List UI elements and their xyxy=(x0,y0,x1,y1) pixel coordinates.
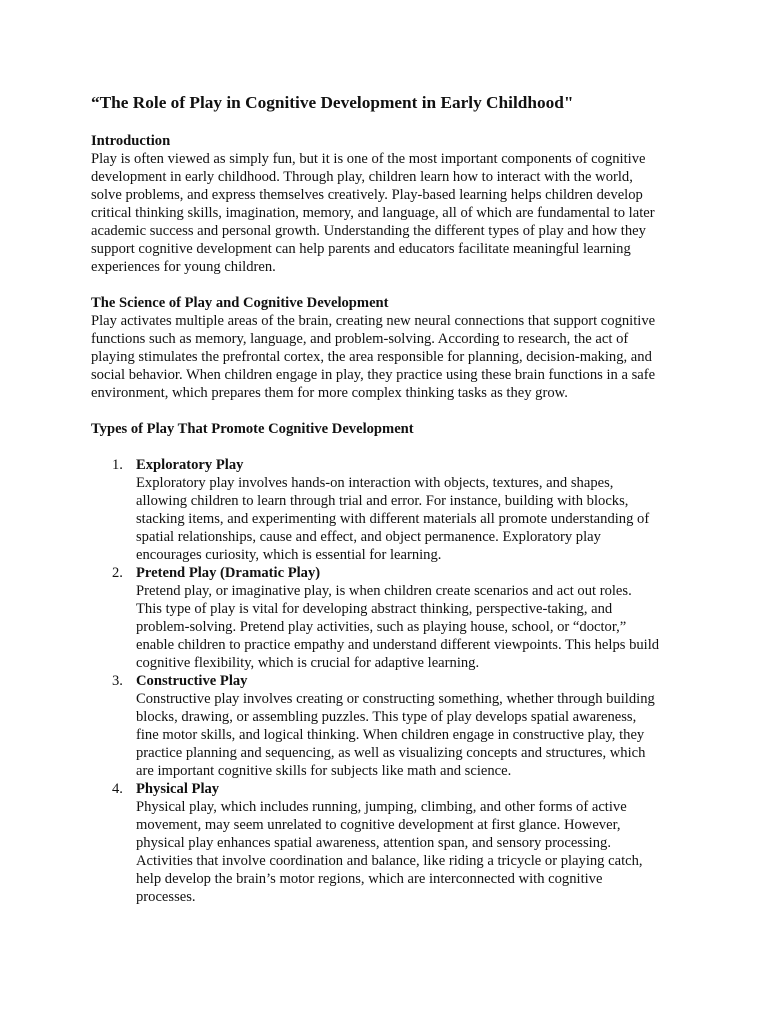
list-item-line: enable children to practice empathy and understand different viewpoints. This helps build xyxy=(136,637,660,653)
list-number: 4. xyxy=(112,781,123,797)
paragraph-line: environment, which prepares them for more complex thinking tasks as they grow. xyxy=(91,385,568,401)
list-item-line: Constructive play involves creating or constructing something, whether through building xyxy=(136,691,655,707)
spacer xyxy=(91,402,683,420)
list-item-line: spatial relationships, cause and effect, and object permanence. Exploratory play xyxy=(136,529,601,545)
list-item-line: movement, may seem unrelated to cognitive development at first glance. However, xyxy=(136,817,621,833)
paragraph-line: playing stimulates the prefrontal cortex, the area responsible for planning, decision-making, and xyxy=(91,349,652,365)
spacer xyxy=(91,276,683,294)
section-heading: Introduction xyxy=(91,133,171,149)
list-item-line: encourages curiosity, which is essential for learning. xyxy=(136,547,442,563)
paragraph-line: social behavior. When children engage in play, they practice using these brain functions in a safe xyxy=(91,367,656,383)
list-item-line: allowing children to learn through trial and error. For instance, building with blocks, xyxy=(136,493,629,509)
paragraph-line: Play activates multiple areas of the brain, creating new neural connections that support cognitive xyxy=(91,313,656,329)
list-item-title: Exploratory Play xyxy=(136,457,244,473)
list-item-line: blocks, drawing, or assembling puzzles. This type of play develops spatial awareness, xyxy=(136,709,637,725)
list-item xyxy=(91,780,683,906)
list-item-line: Physical play, which includes running, jumping, climbing, and other forms of active xyxy=(136,799,627,815)
section-types-of-play xyxy=(91,420,683,438)
document-title: “The Role of Play in Cognitive Development in Early Childhood" xyxy=(91,93,574,112)
list-number: 3. xyxy=(112,673,123,689)
list-item-line: practice planning and sequencing, as well as visualizing concepts and structures, which xyxy=(136,745,646,761)
list-item-line: Pretend play, or imaginative play, is when children create scenarios and act out roles. xyxy=(136,583,632,599)
paragraph-line: experiences for young children. xyxy=(91,259,276,275)
paragraph-line: Play is often viewed as simply fun, but it is one of the most important components of cognitive xyxy=(91,151,646,167)
list-item-line: help develop the brain’s motor regions, which are interconnected with cognitive xyxy=(136,871,603,887)
list-item-line: are important cognitive skills for subjects like math and science. xyxy=(136,763,512,779)
list-item-line: physical play enhances spatial awareness, attention span, and sensory processing. xyxy=(136,835,611,851)
play-types-list xyxy=(91,456,683,906)
list-number: 2. xyxy=(112,565,123,581)
list-item-line: fine motor skills, and logical thinking. When children engage in constructive play, they xyxy=(136,727,645,743)
list-item-line: cognitive flexibility, which is crucial for adaptive learning. xyxy=(136,655,480,671)
paragraph-line: functions such as memory, language, and problem-solving. According to research, the act of xyxy=(91,331,629,347)
section-heading: Types of Play That Promote Cognitive Development xyxy=(91,421,414,437)
paragraph-line: critical thinking skills, imagination, memory, and language, all of which are fundamental to later xyxy=(91,205,655,221)
list-item-title: Pretend Play (Dramatic Play) xyxy=(136,565,321,581)
paragraph-line: support cognitive development can help parents and educators facilitate meaningful learning xyxy=(91,241,631,257)
paragraph-line: solve problems, and express themselves creatively. Play-based learning helps children develop xyxy=(91,187,643,203)
paragraph-line: academic success and personal growth. Understanding the different types of play and how they xyxy=(91,223,646,239)
list-item-line: This type of play is vital for developing abstract thinking, perspective-taking, and xyxy=(136,601,613,617)
list-item-line: processes. xyxy=(136,889,196,905)
section-heading: The Science of Play and Cognitive Development xyxy=(91,295,389,311)
list-item-line: Exploratory play involves hands-on interaction with objects, textures, and shapes, xyxy=(136,475,614,491)
list-item xyxy=(91,672,683,780)
list-number: 1. xyxy=(112,457,123,473)
list-item-line: Activities that involve coordination and balance, like riding a tricycle or playing catch, xyxy=(136,853,643,869)
list-item-line: stacking items, and experimenting with different materials all promote understanding of xyxy=(136,511,650,527)
list-item xyxy=(91,564,683,672)
section-introduction xyxy=(91,132,683,276)
section-science xyxy=(91,294,683,402)
list-item-line: problem-solving. Pretend play activities, such as playing house, school, or “doctor,” xyxy=(136,619,627,635)
list-item xyxy=(91,456,683,564)
spacer xyxy=(91,438,683,456)
list-item-title: Constructive Play xyxy=(136,673,248,689)
paragraph-line: development in early childhood. Through play, children learn how to interact with the world, xyxy=(91,169,633,185)
list-item-title: Physical Play xyxy=(136,781,220,797)
document-page xyxy=(91,92,683,906)
